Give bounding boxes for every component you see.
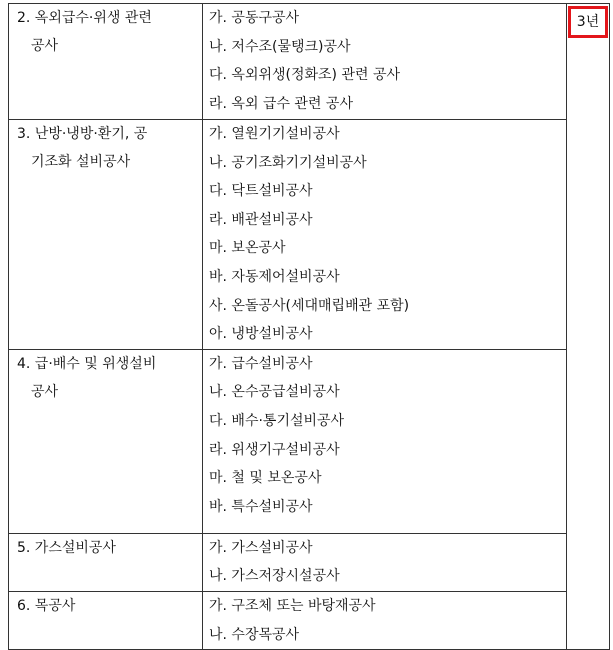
list-item: 바. 자동제어설비공사 [209, 268, 340, 285]
category-line2: 기조화 설비공사 [31, 154, 131, 170]
category-cell [9, 349, 203, 533]
items-cell [203, 533, 567, 591]
list-item: 나. 공기조화기기설비공사 [209, 154, 367, 171]
list-item: 다. 옥외위생(정화조) 관련 공사 [209, 67, 401, 84]
list-item: 가. 공동구공사 [209, 10, 300, 26]
table-row [9, 591, 610, 649]
category-line1: 6. 목공사 [17, 597, 76, 614]
items-cell [203, 591, 567, 649]
category-line1: 4. 급·배수 및 위생설비 [17, 355, 157, 372]
list-item: 가. 열원기기설비공사 [209, 126, 340, 142]
category-line2: 공사 [31, 38, 59, 54]
period-label: 3년 [568, 6, 608, 38]
list-item: 마. 보온공사 [209, 240, 286, 257]
list-item: 나. 수장목공사 [209, 626, 300, 643]
list-item: 나. 온수공급설비공사 [209, 384, 340, 401]
list-item: 나. 가스저장시설공사 [209, 568, 340, 585]
category-cell [9, 4, 203, 120]
list-item: 바. 특수설비공사 [209, 498, 313, 515]
list-item: 다. 배수·통기설비공사 [209, 412, 345, 429]
list-item: 라. 위생기구설비공사 [209, 441, 340, 458]
list-item: 가. 구조체 또는 바탕재공사 [209, 597, 376, 614]
category-line1: 2. 옥외급수·위생 관련 [17, 10, 152, 26]
list-item: 다. 닥트설비공사 [209, 183, 313, 200]
category-line1: 5. 가스설비공사 [17, 539, 116, 556]
items-cell [203, 120, 567, 350]
table-row [9, 349, 610, 533]
list-item: 마. 철 및 보온공사 [209, 470, 322, 487]
list-item: 나. 저수조(물탱크)공사 [209, 38, 351, 55]
list-item: 아. 냉방설비공사 [209, 326, 313, 343]
category-cell [9, 591, 203, 649]
items-cell [203, 349, 567, 533]
category-cell [9, 533, 203, 591]
list-item: 라. 옥외 급수 관련 공사 [209, 95, 353, 112]
category-line1: 3. 난방·냉방·환기, 공 [17, 126, 148, 142]
warranty-table [8, 3, 610, 650]
list-item: 가. 급수설비공사 [209, 355, 313, 372]
category-cell [9, 120, 203, 350]
items-cell [203, 4, 567, 120]
table-row [9, 533, 610, 591]
list-item: 라. 배관설비공사 [209, 211, 313, 228]
table-row [9, 120, 610, 350]
period-cell [567, 4, 610, 650]
category-line2: 공사 [31, 383, 59, 400]
list-item: 사. 온돌공사(세대매립배관 포함) [209, 297, 410, 314]
list-item: 가. 가스설비공사 [209, 539, 313, 556]
table-row [9, 4, 610, 120]
